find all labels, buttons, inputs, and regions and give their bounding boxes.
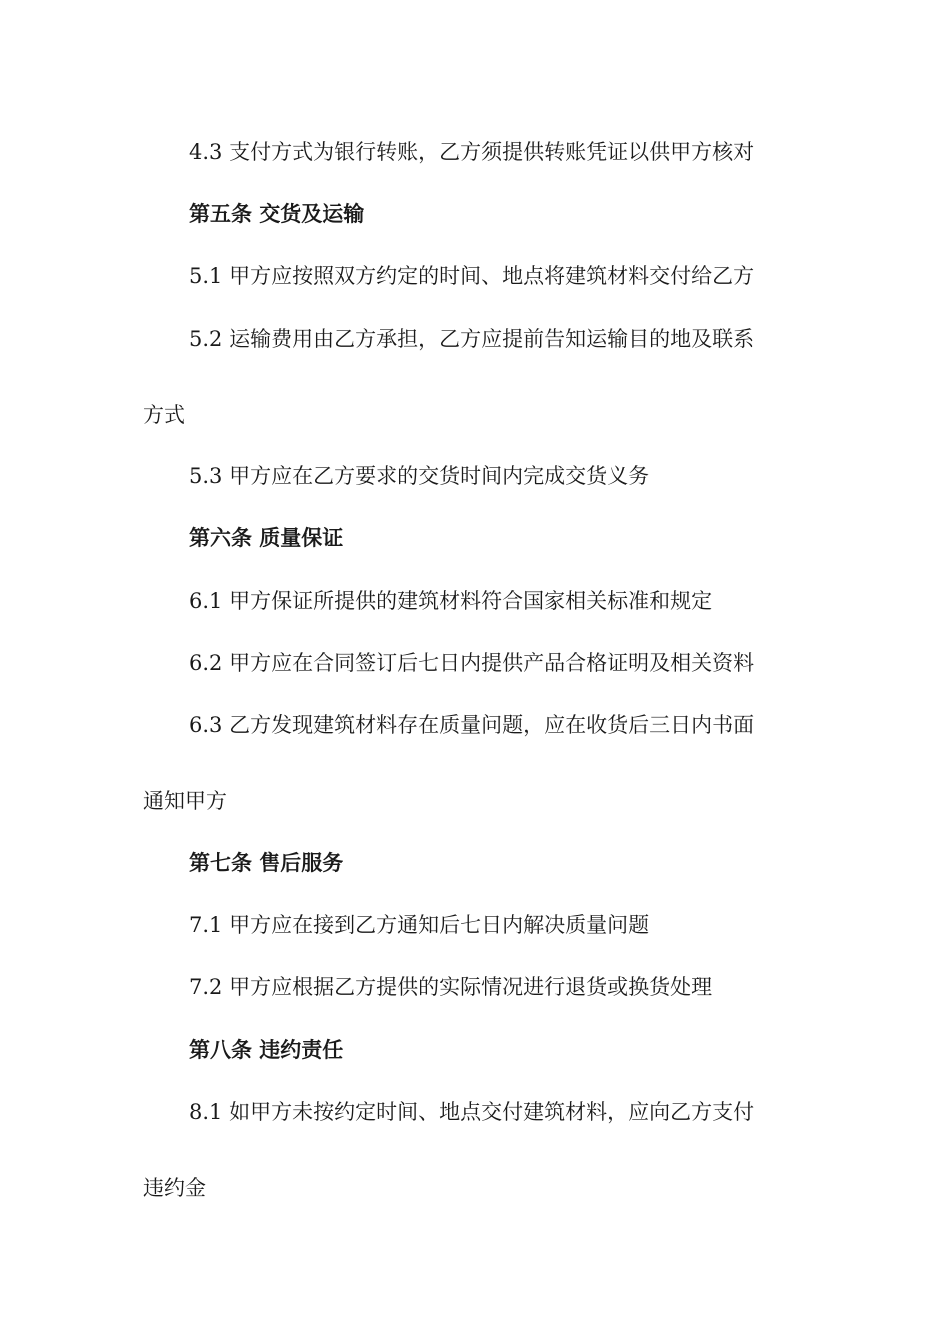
clause-6-2: 6.2 甲方应在合同签订后七日内提供产品合格证明及相关资料 [189,651,755,675]
clause-7-2: 7.2 甲方应根据乙方提供的实际情况进行退货或换货处理 [189,975,713,999]
clause-8-1-continuation: 违约金 [143,1176,206,1200]
clause-7-1: 7.1 甲方应在接到乙方通知后七日内解决质量问题 [189,913,650,937]
clause-4-3: 4.3 支付方式为银行转账，乙方须提供转账凭证以供甲方核对 [189,140,755,164]
article-5-heading: 第五条 交货及运输 [189,202,365,226]
article-6-heading: 第六条 质量保证 [189,526,344,550]
clause-5-2: 5.2 运输费用由乙方承担，乙方应提前告知运输目的地及联系 [189,327,755,351]
clause-8-1: 8.1 如甲方未按约定时间、地点交付建筑材料，应向乙方支付 [189,1100,755,1124]
clause-5-2-continuation: 方式 [143,403,185,427]
article-8-heading: 第八条 违约责任 [189,1038,344,1062]
article-7-heading: 第七条 售后服务 [189,851,344,875]
clause-5-1: 5.1 甲方应按照双方约定的时间、地点将建筑材料交付给乙方 [189,264,755,288]
clause-6-3: 6.3 乙方发现建筑材料存在质量问题，应在收货后三日内书面 [189,713,755,737]
clause-6-1: 6.1 甲方保证所提供的建筑材料符合国家相关标准和规定 [189,589,713,613]
clause-6-3-continuation: 通知甲方 [143,789,227,813]
clause-5-3: 5.3 甲方应在乙方要求的交货时间内完成交货义务 [189,464,650,488]
